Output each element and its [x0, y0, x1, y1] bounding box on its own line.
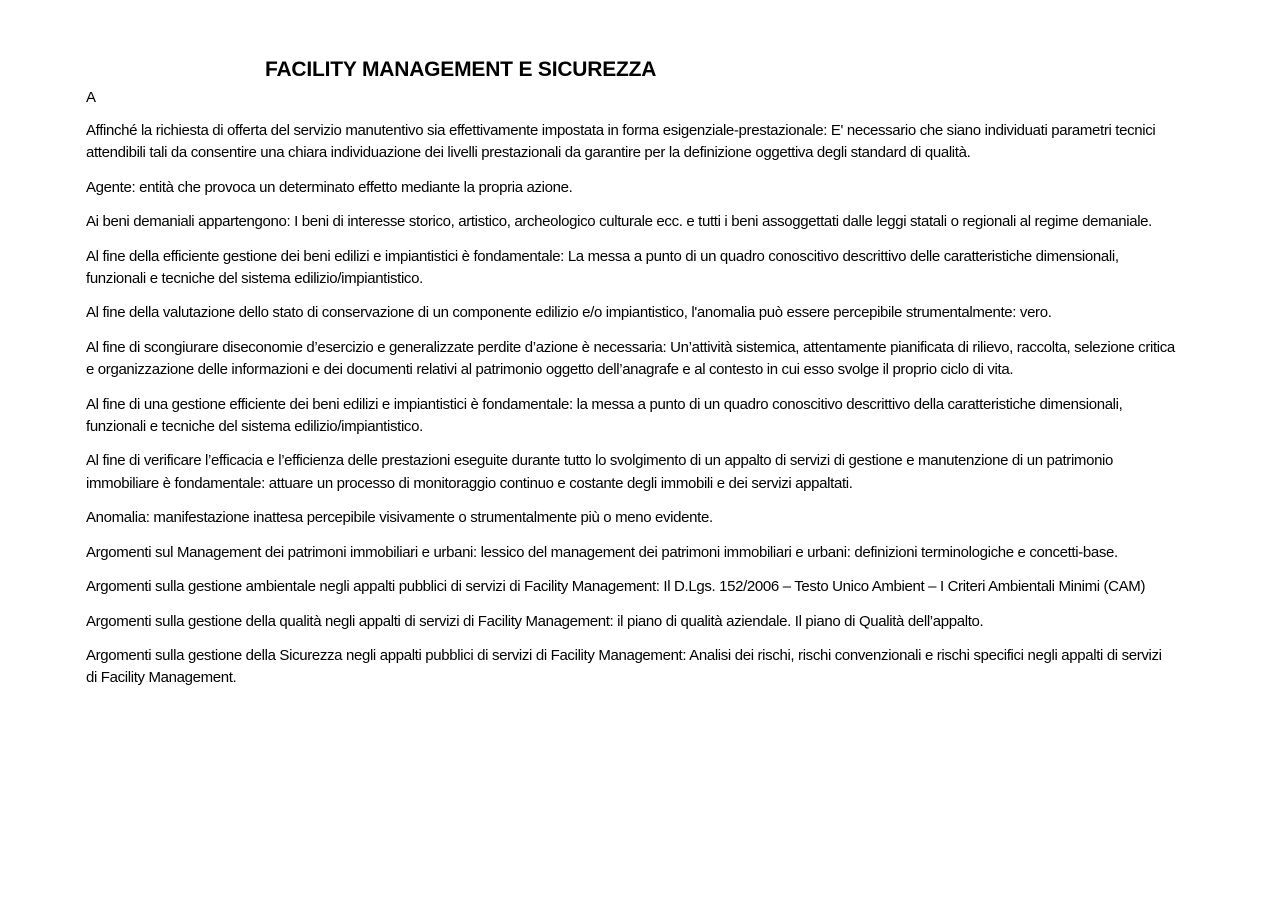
- list-item: Anomalia: manifestazione inattesa percepibile visivamente o strumentalmente più o meno evidente.: [86, 509, 713, 527]
- list-item: Al fine della efficiente gestione dei beni edilizi e impiantistici è fondamentale: La messa a punto di un quadro conoscitivo descrittivo delle caratteristiche dimensionali, funzionali e tecniche del sistema edilizio/impiantistico.: [86, 247, 1119, 288]
- list-item: Al fine della valutazione dello stato di conservazione di un componente edilizio e/o impiantistico, l'anomalia può essere percepibile strumentalmente: vero.: [86, 304, 1052, 322]
- document-page: [86, 56, 1176, 702]
- list-item: Ai beni demaniali appartengono: I beni di interesse storico, artistico, archeologico culturale ecc. e tutti i beni assoggettati dalle leggi statali o regionali al regime demaniale.: [86, 213, 1152, 231]
- list-item: Argomenti sul Management dei patrimoni immobiliari e urbani: lessico del management dei patrimoni immobiliari e urbani: definizioni terminologiche e concetti-base.: [86, 543, 1118, 561]
- list-item: Al fine di scongiurare diseconomie d’esercizio e generalizzate perdite d’azione è necessaria: Un’attività sistemica, attentamente pianificata di rilievo, raccolta, selezione critica e organizzazione delle informazioni e dei documenti relativi al patrimonio oggetto dell’anagrafe e al contesto in cui esso svolge il proprio ciclo di vita.: [86, 338, 1175, 379]
- list-item: Agente: entità che provoca un determinato effetto mediante la propria azione.: [86, 178, 573, 196]
- list-item: Argomenti sulla gestione ambientale negli appalti pubblici di servizi di Facility Management: Il D.Lgs. 152/2006 – Testo Unico Ambient – I Criteri Ambientali Minimi (CAM): [86, 578, 1146, 596]
- page-title: FACILITY MANAGEMENT E SICUREZZA: [265, 58, 657, 81]
- list-item: Affinché la richiesta di offerta del servizio manutentivo sia effettivamente impostata in forma esigenziale-prestazionale: E' necessario che siano individuati parametri tecnici attendibili tali da consentire una chiara individuazione dei livelli prestazionali da garantire per la definizione oggettiva degli standard di qualità.: [86, 122, 1156, 162]
- list-item: Al fine di verificare l’efficacia e l’efficienza delle prestazioni eseguite durante tutto lo svolgimento di un appalto di servizi di gestione e manutenzione di un patrimonio immobiliare è fondamentale: attuare un processo di monitoraggio continuo e costante degli immobili e dei servizi appaltati.: [86, 452, 1114, 492]
- entry-list: [86, 120, 1176, 690]
- list-item: Al fine di una gestione efficiente dei beni edilizi e impiantistici è fondamentale: la messa a punto di un quadro conoscitivo descrittivo della caratteristiche dimensionali, funzionali e tecniche del sistema edilizio/impiantistico.: [86, 395, 1123, 436]
- list-item: Argomenti sulla gestione della Sicurezza negli appalti pubblici di servizi di Facility Management: Analisi dei rischi, rischi convenzionali e rischi specifici negli appalti di servizi di Facility Management.: [86, 646, 1162, 687]
- list-item: Argomenti sulla gestione della qualità negli appalti di servizi di Facility Management: il piano di qualità aziendale. Il piano di Qualità dell’appalto.: [86, 612, 984, 630]
- section-letter: A: [86, 89, 97, 106]
